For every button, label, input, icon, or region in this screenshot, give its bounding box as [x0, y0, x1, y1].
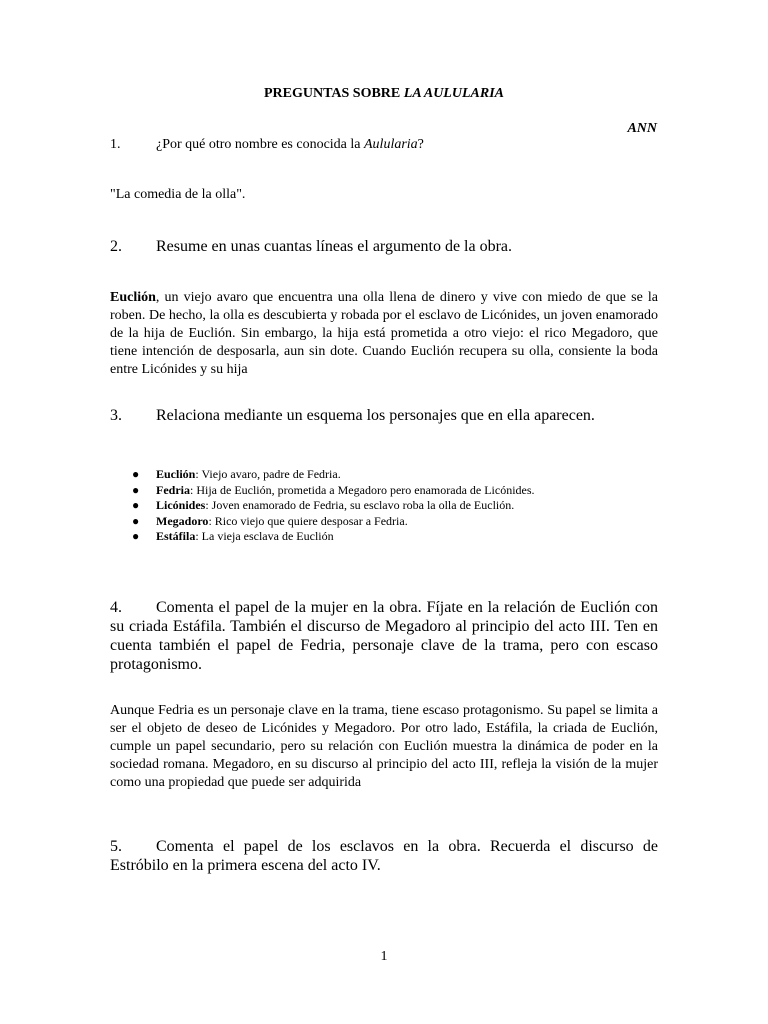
question-text: Relaciona mediante un esquema los personajes que en ella aparecen. — [156, 407, 595, 424]
character-desc: : Hija de Euclión, prometida a Megadoro pero enamorada de Licónides. — [190, 482, 535, 497]
author-initials: ANN — [627, 121, 657, 136]
question-3 — [110, 406, 658, 425]
character-name: Fedria — [156, 482, 190, 497]
title-italic: LA AULULARIA — [403, 86, 504, 101]
bullet-icon: ● — [132, 467, 140, 481]
bullet-icon: ● — [132, 482, 140, 497]
answer-2-text: , un viejo avaro que encuentra una olla llena de dinero y vive con miedo de que se la roben. De hecho, la olla es descubierta y robada por el esclavo de Licónides, un joven enamorado de la hija de Euclión. Sin embargo, la hija está prometida a otro viejo: el rico Megadoro, que tiene intención de desposarla, aun sin dote. Cuando Euclión recupera su olla, consiente la boda entre Licónides y su hija — [110, 290, 658, 377]
page-number: 1 — [380, 949, 388, 964]
question-number: 5. — [110, 838, 122, 855]
character-list — [132, 467, 535, 545]
bullet-icon: ● — [132, 498, 140, 512]
question-4 — [110, 598, 658, 674]
list-item — [132, 483, 535, 499]
question-5 — [110, 837, 658, 875]
list-item — [132, 529, 535, 545]
list-item — [132, 514, 535, 530]
character-desc: : Joven enamorado de Fedria, su esclavo roba la olla de Euclión. — [205, 498, 515, 512]
answer-2-bold: Euclión — [110, 290, 156, 305]
question-1 — [110, 136, 658, 154]
title-prefix: PREGUNTAS SOBRE — [263, 86, 404, 101]
question-text: Resume en unas cuantas líneas el argumento de la obra. — [156, 238, 513, 255]
question-text: Comenta el papel de los esclavos en la obra. Recuerda el discurso de Estróbilo en la primera escena del acto IV. — [110, 838, 658, 874]
question-number: 3. — [110, 407, 122, 424]
question-2 — [110, 237, 658, 256]
character-name: Licónides — [156, 498, 206, 512]
character-desc: : La vieja esclava de Euclión — [195, 529, 334, 543]
question-number: 2. — [110, 238, 122, 255]
question-italic: Aulularia — [364, 137, 418, 152]
question-text: Comenta el papel de la mujer en la obra. Fíjate en la relación de Euclión con su criada Estáfila. También el discurso de Megadoro al principio del acto III. Ten en cuenta también el papel de Fedria, personaje clave de la trama, pero con escaso protagonismo. — [110, 599, 658, 673]
question-number: 1. — [110, 137, 121, 152]
bullet-icon: ● — [132, 513, 140, 528]
list-item — [132, 498, 535, 514]
answer-2 — [110, 289, 658, 379]
character-name: Euclión — [156, 467, 196, 481]
character-desc: : Rico viejo que quiere desposar a Fedria. — [208, 513, 408, 528]
document-title — [0, 86, 768, 102]
character-name: Megadoro — [156, 513, 209, 528]
list-item — [132, 467, 535, 483]
question-number: 4. — [110, 599, 122, 616]
bullet-icon: ● — [132, 529, 140, 543]
answer-4: Aunque Fedria es un personaje clave en la trama, tiene escaso protagonismo. Su papel se limita a ser el objeto de deseo de Licónides y Megadoro. Por otro lado, Estáfila, la criada de Euclión, cumple un papel secundario, pero su relación con Euclión muestra la dinámica de poder en la sociedad romana. Megadoro, en su discurso al principio del acto III, refleja la visión de la mujer como una propiedad que puede ser adquirida — [110, 703, 658, 790]
question-text: ¿Por qué otro nombre es conocida la — [156, 137, 364, 152]
character-name: Estáfila — [156, 529, 196, 543]
answer-1: "La comedia de la olla". — [110, 187, 246, 202]
question-text-end: ? — [417, 137, 424, 152]
character-desc: : Viejo avaro, padre de Fedria. — [195, 467, 341, 481]
